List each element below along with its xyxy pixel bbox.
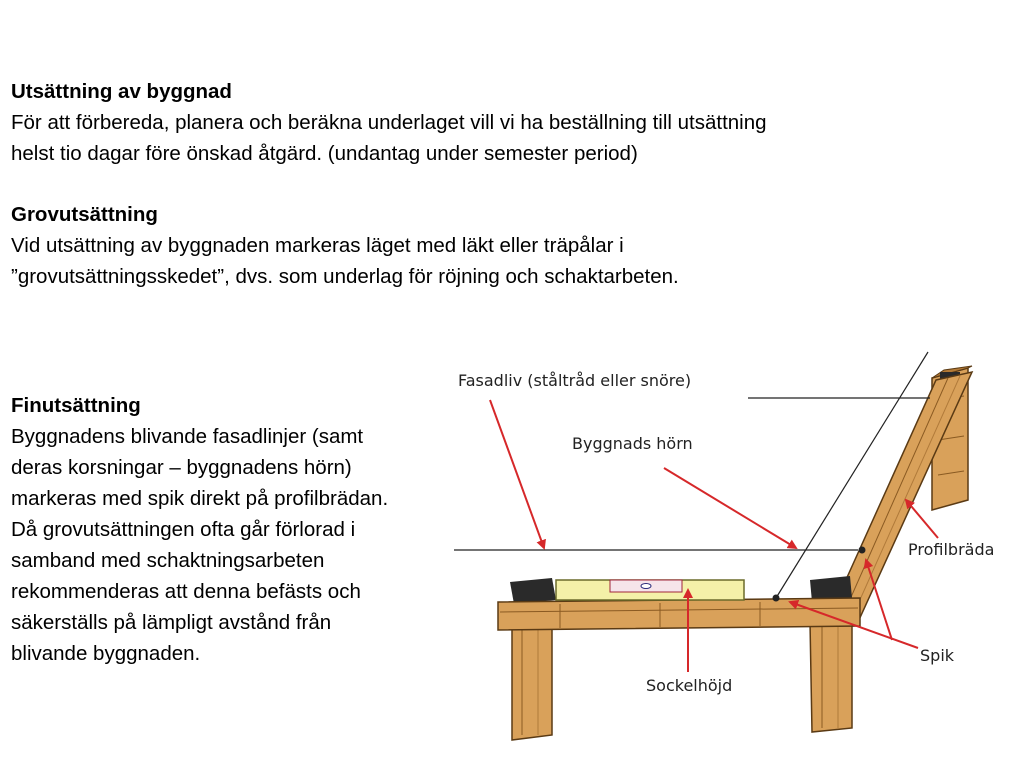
nail-board: [859, 547, 866, 554]
section-finutsattning: [11, 390, 388, 669]
paragraph-line: samband med schaktningsarbeten: [11, 549, 325, 572]
paragraph-line: helst tio dagar före önskad åtgärd. (undantag under semester period): [11, 142, 638, 165]
label-byggnads-horn: Byggnads hörn: [572, 434, 693, 453]
paragraph-line: markeras med spik direkt på profilbrädan.: [11, 487, 389, 510]
paragraph-line: Byggnadens blivande fasadlinjer (samt: [11, 425, 364, 448]
paragraph-line: För att förbereda, planera och beräkna underlaget vill vi ha beställning till utsättning: [11, 111, 767, 134]
heading-grovutsattning: Grovutsättning: [11, 203, 158, 226]
section-grovutsattning: [11, 199, 679, 292]
section-utsattning: [11, 76, 767, 169]
paragraph-line: rekommenderas att denna befästs och: [11, 580, 361, 603]
label-spik: Spik: [920, 646, 955, 665]
spirit-level: [556, 580, 744, 600]
heading-finutsattning: Finutsättning: [11, 394, 141, 417]
front-profile-board: [498, 598, 860, 630]
profile-board-illustration: [440, 340, 1024, 768]
paragraph-line: blivande byggnaden.: [11, 642, 201, 665]
paragraph-line: Vid utsättning av byggnaden markeras läget med läkt eller träpålar i: [11, 234, 624, 257]
label-sockelhojd: Sockelhöjd: [646, 676, 733, 695]
paragraph-line: deras korsningar – byggnadens hörn): [11, 456, 352, 479]
label-fasadliv: Fasadliv (ståltråd eller snöre): [458, 371, 692, 390]
nail-corner: [773, 595, 780, 602]
heading-utsattning: Utsättning av byggnad: [11, 80, 232, 103]
paragraph-line: ”grovutsättningsskedet”, dvs. som underlag för röjning och schaktarbeten.: [11, 265, 679, 288]
paragraph-line: säkerställs på lämpligt avstånd från: [11, 611, 332, 634]
paragraph-line: Då grovutsättningen ofta går förlorad i: [11, 518, 356, 541]
label-profilbrada: Profilbräda: [908, 540, 995, 559]
